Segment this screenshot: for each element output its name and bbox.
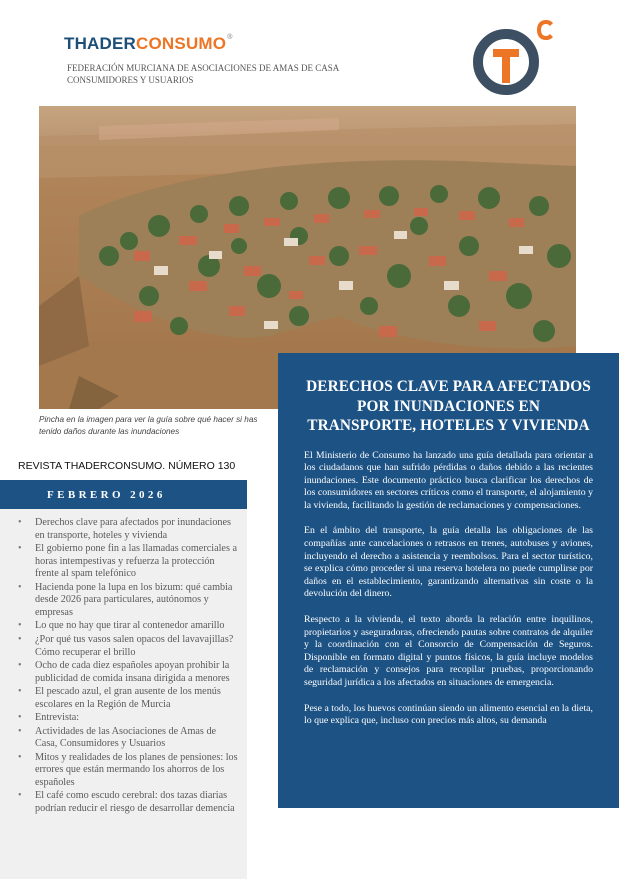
article-paragraph: Pese a todo, los huevos continúan siendo un alimento esencial en la dieta, lo que explica que, incluso con precios más altos, su demanda — [304, 702, 593, 727]
toc-item[interactable]: • ¿Por qué tus vasos salen opacos del lavavajillas? Cómo recuperar el brillo — [18, 634, 239, 659]
logo-text-part2: CONSUMO — [136, 34, 227, 53]
toc-item[interactable]: • El pescado azul, el gran ausente de los menús escolares en la Región de Murcia — [18, 686, 239, 711]
toc-item[interactable]: • Entrevista: — [18, 712, 239, 725]
month-label: FEBRERO 2026 — [47, 488, 166, 501]
issue-label: REVISTA THADERCONSUMO. NÚMERO 130 — [18, 460, 236, 472]
article-paragraph: En el ámbito del transporte, la guía detalla las obligaciones de las compañías ante cancelaciones o retrasos en trenes, autobuses y aviones, incluyendo el derecho a asistencia y reembolsos. Para el sector turístico, se explica cómo proceder si una reserva hotelera no puede cumplirse por daños en el establecimiento, garantizando alternativas sin coste o la devolución del dinero. — [304, 525, 593, 600]
toc-item[interactable]: • Derechos clave para afectados por inundaciones en transporte, hoteles y vivienda — [18, 517, 239, 542]
federation-name — [67, 62, 387, 86]
toc-item[interactable]: • El café como escudo cerebral: dos tazas diarias podrían reducir el riesgo de desarrollar demencia — [18, 790, 239, 815]
toc-item[interactable]: • El gobierno pone fin a las llamadas comerciales a horas intempestivas y refuerza la protección frente al spam telefónico — [18, 543, 239, 581]
brand-logo — [64, 34, 233, 54]
toc-item[interactable]: • Lo que no hay que tirar al contenedor amarillo — [18, 620, 239, 633]
article-box — [278, 353, 619, 808]
registered-mark: ® — [227, 34, 233, 41]
toc-item[interactable]: • Hacienda pone la lupa en los bizum: qué cambia desde 2026 para particulares, autónomos y empresas — [18, 582, 239, 620]
article-paragraph: Respecto a la vivienda, el texto aborda la relación entre inquilinos, propietarios y aseguradoras, ofreciendo pautas sobre contratos de alquiler y la coordinación con el Consorcio de Compensación de Seguros. Disponible en formato digital y puntos físicos, la guía incluye modelos de reclamación y consejos para recopilar pruebas, proporcionando seguridad jurídica a los afectados en situaciones de emergencia. — [304, 614, 593, 688]
month-banner — [0, 480, 247, 509]
toc-item[interactable]: • Ocho de cada diez españoles apoyan prohibir la publicidad de comida insana dirigida a menores — [18, 660, 239, 685]
federation-name-line1: FEDERACIÓN MURCIANA DE ASOCIACIONES DE AMAS DE CASA — [67, 63, 340, 73]
tc-logo-icon — [470, 16, 560, 98]
table-of-contents — [0, 509, 247, 879]
toc-item[interactable]: • Actividades de las Asociaciones de Amas de Casa, Consumidores y Usuarios — [18, 726, 239, 751]
article-title: DERECHOS CLAVE PARA AFECTADOS POR INUNDACIONES EN TRANSPORTE, HOTELES Y VIVIENDA — [306, 378, 591, 434]
toc-item[interactable]: • Mitos y realidades de los planes de pensiones: los errores que están mermando los ahorros de los españoles — [18, 752, 239, 790]
logo-text-part1: THADER — [64, 34, 137, 53]
photo-caption: Pincha en la imagen para ver la guía sobre qué hacer si has tenido daños durante las inundaciones — [39, 415, 258, 436]
article-paragraph: El Ministerio de Consumo ha lanzado una guía detallada para orientar a los ciudadanos que han sufrido pérdidas o daños debido a las recientes inundaciones. Este documento práctico busca clarificar los derechos de los consumidores en sectores críticos como el transporte, el alojamiento y la vivienda, facilitando la gestión de reclamaciones y compensaciones. — [304, 449, 593, 511]
federation-name-line2: CONSUMIDORES Y USUARIOS — [67, 75, 194, 85]
